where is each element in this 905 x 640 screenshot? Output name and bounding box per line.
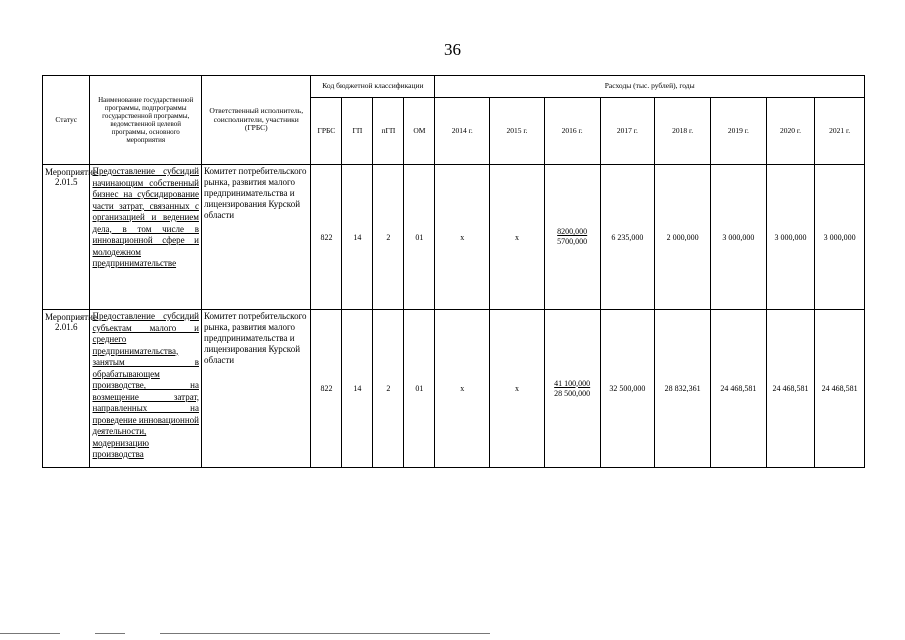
row-name <box>90 310 202 468</box>
table-row <box>43 310 865 468</box>
header-expenses: Расходы (тыс. рублей), годы <box>435 76 865 98</box>
row-2016-actual: 28 500,000 <box>554 388 591 398</box>
row-2016-planned: 8200,000 <box>557 227 588 236</box>
row-gp: 14 <box>342 310 373 468</box>
row-grbs: 822 <box>311 165 342 310</box>
row-name-text: Предоставление субсидий субъектам малого и среднего предпринимательства, занятым в обрабатывающем производстве, на возмещение затрат, направленных на проведение инновационной деятельности, модернизацию производства <box>92 311 199 459</box>
row-2019: 3 000,000 <box>711 165 767 310</box>
row-2014: х <box>435 165 490 310</box>
row-2021: 24 468,581 <box>815 310 865 468</box>
header-om: ОМ <box>404 98 435 165</box>
header-year-2017: 2017 г. <box>600 98 655 165</box>
header-grbs: ГРБС <box>311 98 342 165</box>
header-gp: ГП <box>342 98 373 165</box>
row-2014: х <box>435 310 490 468</box>
row-pgp: 2 <box>373 165 404 310</box>
row-responsible: Комитет потребительского рынка, развития малого предпринимательства и лицензирования Курской области <box>202 165 311 310</box>
header-name: Наименование государственной программы, подпрограммы государственной программы, ведомственной целевой программы, основного мероприятия <box>90 76 202 165</box>
scan-footer-artifact <box>0 633 905 635</box>
header-status: Статус <box>43 76 90 165</box>
page-number: 36 <box>444 40 461 59</box>
header-year-2015: 2015 г. <box>490 98 545 165</box>
header-row-1 <box>43 76 865 98</box>
row-om: 01 <box>404 165 435 310</box>
header-pgp: пГП <box>373 98 404 165</box>
row-status: Мероприятие 2.01.6 <box>43 310 90 468</box>
row-pgp: 2 <box>373 310 404 468</box>
row-2016-actual: 5700,000 <box>557 237 588 246</box>
header-year-2020: 2020 г. <box>766 98 815 165</box>
row-2021: 3 000,000 <box>815 165 865 310</box>
row-om: 01 <box>404 310 435 468</box>
row-responsible: Комитет потребительского рынка, развития малого предпринимательства и лицензирования Курской области <box>202 310 311 468</box>
row-2017: 6 235,000 <box>600 165 655 310</box>
header-year-2016: 2016 г. <box>544 98 600 165</box>
row-2019: 24 468,581 <box>711 310 767 468</box>
row-name-text: Предоставление субсидий начинающим собственный бизнес на субсидирование части затрат, связанных с организацией и ведением дела, в том числе в инновационной сфере и молодежном предпринимательстве <box>92 166 199 268</box>
row-name <box>90 165 202 310</box>
row-2018: 28 832,361 <box>655 310 711 468</box>
budget-table <box>42 75 865 468</box>
row-2015: х <box>490 310 545 468</box>
row-2015: х <box>490 165 545 310</box>
header-responsible: Ответственный исполнитель, соисполнители, участники (ГРБС) <box>202 76 311 165</box>
header-year-2018: 2018 г. <box>655 98 711 165</box>
row-status: Мероприятие 2.01.5 <box>43 165 90 310</box>
row-2020: 24 468,581 <box>766 310 815 468</box>
table-row <box>43 165 865 310</box>
row-2016 <box>544 165 600 310</box>
row-2016 <box>544 310 600 468</box>
header-year-2019: 2019 г. <box>711 98 767 165</box>
header-budget-code: Код бюджетной классификации <box>311 76 435 98</box>
row-2017: 32 500,000 <box>600 310 655 468</box>
row-2020: 3 000,000 <box>766 165 815 310</box>
row-2016-planned: 41 100,000 <box>554 378 591 388</box>
row-2018: 2 000,000 <box>655 165 711 310</box>
row-grbs: 822 <box>311 310 342 468</box>
header-year-2021: 2021 г. <box>815 98 865 165</box>
header-year-2014: 2014 г. <box>435 98 490 165</box>
row-gp: 14 <box>342 165 373 310</box>
